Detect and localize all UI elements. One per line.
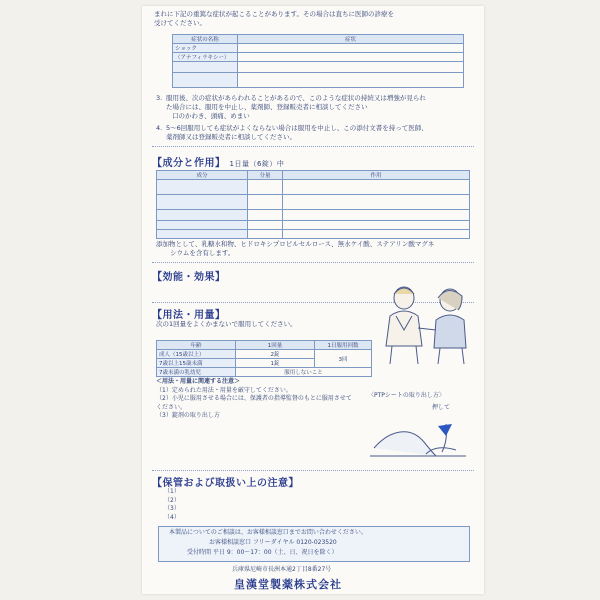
ptp-press-label: 押して <box>432 404 451 411</box>
storage-list <box>164 488 464 522</box>
contact-box <box>158 526 470 562</box>
table-header-row: 症状の名称 症状 <box>173 35 464 44</box>
serious-symptoms-table <box>172 34 464 88</box>
warnings-intro: まれに下記の重篤な症状が起こることがあります。その場合は直ちに医師の診療を 受けてください。 <box>154 10 394 27</box>
ptp-sheet-illustration <box>366 404 474 466</box>
table-row <box>173 62 464 73</box>
table-row <box>157 230 470 239</box>
list-item: （1） <box>164 488 180 495</box>
company-address: 兵庫県尼崎市長洲本通2丁目8番27号 <box>232 566 332 573</box>
contact-hours: 受付時間 平日 9：00〜17：00（土、日、祝日を除く） <box>187 549 338 556</box>
dosage-notes: ＜用法・用量に関連する注意＞ （1）定められた用法・用量を厳守してください。 （2）小児に服用させる場合には、保護者の指導監督のもとに服用させてください。 （3）錠剤の取り出し方 <box>156 378 352 419</box>
warning-item-3: 3. 服用後、次の症状があらわれることがあるので、このような症状の持続又は増強が見られ た場合には、服用を中止し、薬剤師、登録販売者に相談してください 口のかわき、頭痛、めまい <box>156 94 426 120</box>
dosage-table <box>156 340 372 377</box>
divider <box>152 146 474 147</box>
table-row <box>157 221 470 230</box>
table-row <box>173 73 464 88</box>
list-item: （3） <box>164 505 180 512</box>
dosage-heading: 【用法・用量】 <box>152 310 226 321</box>
table-header-row: 成分 分量 作用 <box>157 171 470 180</box>
note-item: （3）錠剤の取り出し方 <box>156 412 220 419</box>
package-insert-page <box>142 6 484 594</box>
table-header-row: 年齢 1回量 1日服用回数 <box>157 341 372 350</box>
warning-item-4: 4. 5〜6回服用しても症状がよくならない場合は服用を中止し、この添付文書を持って医師、 薬剤師又は登録販売者に相談してください。 <box>156 124 428 141</box>
table-row: 7歳以上15歳未満 1錠 <box>157 359 372 368</box>
divider <box>152 262 474 263</box>
dosage-intro: 次の1回量をよくかまないで服用してください。 <box>156 320 297 328</box>
table-row <box>157 195 470 210</box>
additives-note: 添加物として、乳糖水和物、ヒドロキシプロピルセルロース、無水ケイ酸、ステアリン酸マグネ シウムを含有します。 <box>156 240 435 257</box>
ptp-caption: 〈PTPシートの取り出し方〉 <box>368 392 445 399</box>
ingredients-table <box>156 170 470 239</box>
list-item: （4） <box>164 513 180 521</box>
list-item: （2） <box>164 496 180 504</box>
company-name: 皇漢堂製薬株式会社 <box>234 578 342 591</box>
effects-heading: 【効能・効果】 <box>152 272 226 283</box>
table-row: 7歳未満の乳幼児 服用しないこと <box>157 368 372 377</box>
storage-heading: 【保管および取扱い上の注意】 <box>152 478 299 489</box>
consultation-illustration <box>374 276 478 368</box>
note-item: （1）定められた用法・用量を厳守してください。 <box>156 386 292 394</box>
divider <box>152 470 474 471</box>
ingredients-heading: 【成分と作用】 1日量（6錠）中 <box>152 158 285 169</box>
note-item: （2）小児に服用させる場合には、保護者の指導監督のもとに服用させてください。 <box>156 395 352 411</box>
table-row <box>157 180 470 195</box>
contact-line: 本製品についてのご相談は、お客様相談窓口までお問い合わせください。 <box>169 529 367 536</box>
table-row: （アナフィラキシー） <box>173 53 464 62</box>
table-row: 成人（15歳以上） 2錠 3回 <box>157 350 372 359</box>
table-row <box>157 210 470 221</box>
contact-phone: お客様相談窓口 フリーダイヤル 0120-023520 <box>209 539 337 546</box>
table-row: ショック <box>173 44 464 53</box>
